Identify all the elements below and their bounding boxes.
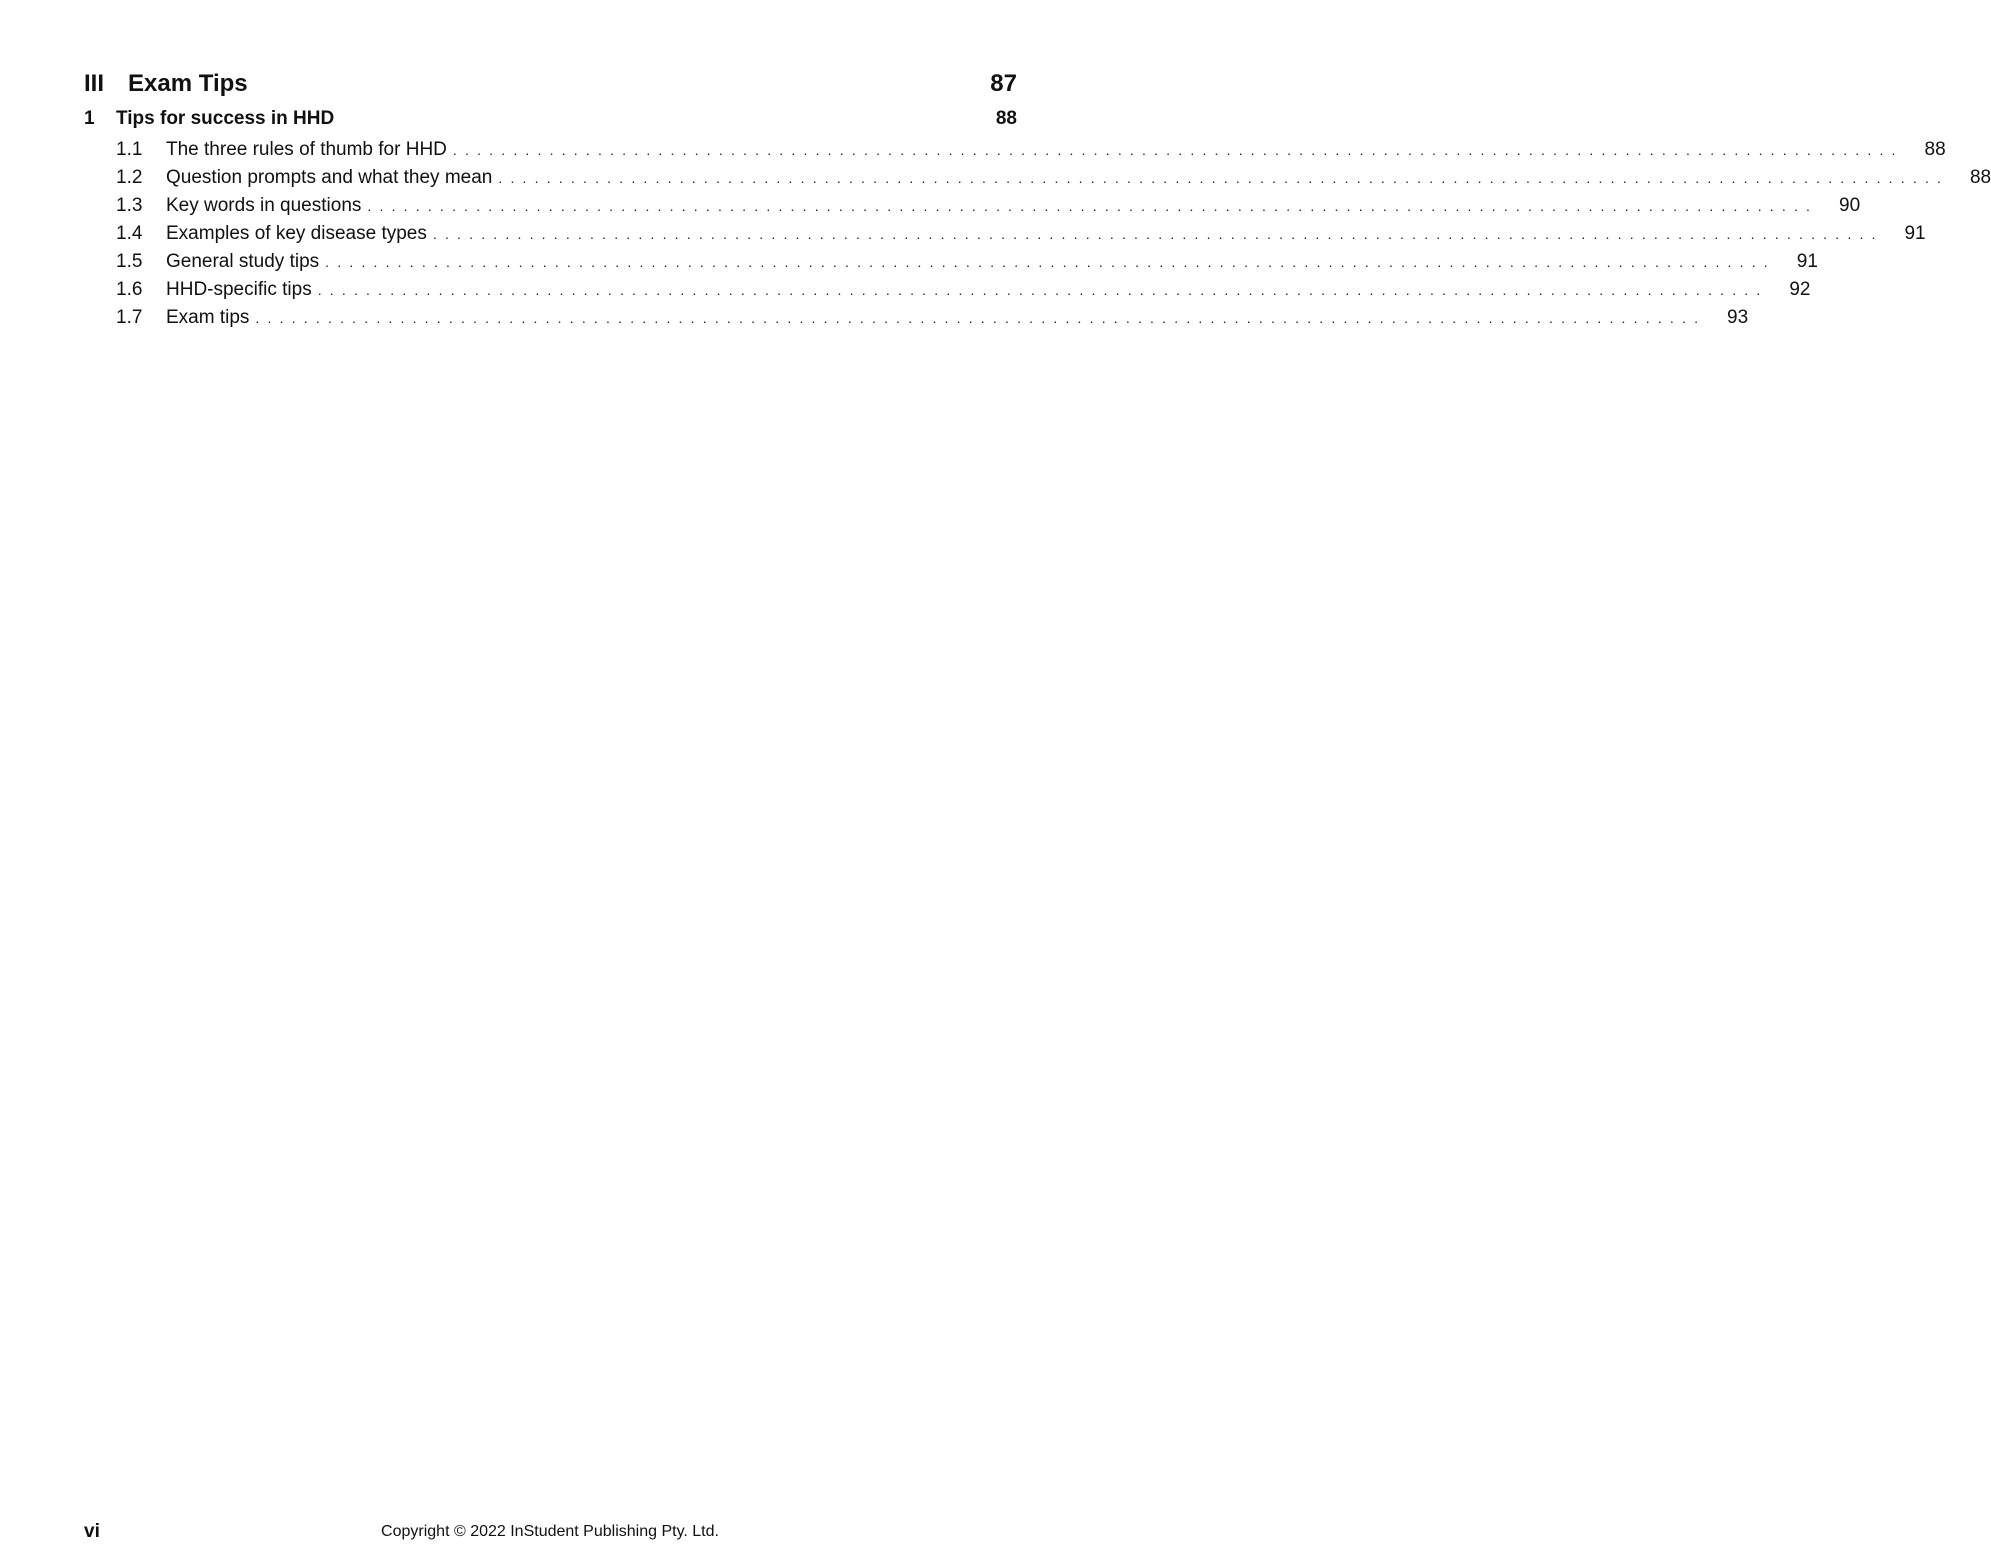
toc-entry[interactable]	[116, 304, 1749, 332]
section-page-number: 93	[1727, 307, 1749, 328]
chapter-title: Tips for success in HHD	[116, 108, 335, 129]
section-title: Exam tips	[166, 307, 250, 328]
section-number: 1.2	[116, 167, 143, 188]
dot-leader: ........................................................................................................................	[325, 254, 1776, 270]
section-number: 1.7	[116, 307, 143, 328]
section-page-number: 90	[1839, 195, 1861, 216]
part-title: Exam Tips	[128, 70, 248, 97]
dot-leader: ........................................................................................................................	[317, 282, 1769, 298]
dot-leader: ........................................................................................................................	[452, 142, 1904, 158]
chapter-heading[interactable]	[84, 108, 1017, 130]
part-heading[interactable]	[84, 70, 1017, 98]
dot-leader: ........................................................................................................................	[432, 226, 1884, 242]
section-number: 1.3	[116, 195, 143, 216]
toc-section-list	[116, 136, 1991, 332]
section-title: Key words in questions	[166, 195, 362, 216]
copyright-notice: Copyright © 2022 InStudent Publishing Pty. Ltd.	[381, 1523, 719, 1540]
part-page-number: 87	[990, 70, 1017, 97]
dot-leader: ........................................................................................................................	[367, 198, 1819, 214]
page-folio: vi	[84, 1521, 100, 1542]
section-number: 1.6	[116, 279, 143, 300]
toc-entry[interactable]	[116, 248, 1818, 276]
section-page-number: 91	[1904, 223, 1926, 244]
toc-entry[interactable]	[116, 220, 1926, 248]
toc-entry[interactable]	[116, 164, 1991, 192]
section-title: General study tips	[166, 251, 320, 272]
section-title: The three rules of thumb for HHD	[166, 139, 447, 160]
part-number: III	[84, 70, 105, 97]
section-title: HHD-specific tips	[166, 279, 312, 300]
toc-entry[interactable]	[116, 276, 1811, 304]
section-number: 1.5	[116, 251, 143, 272]
section-page-number: 92	[1789, 279, 1811, 300]
section-title: Question prompts and what they mean	[166, 167, 493, 188]
section-page-number: 88	[1924, 139, 1946, 160]
section-title: Examples of key disease types	[166, 223, 427, 244]
toc-entry[interactable]	[116, 136, 1946, 164]
section-number: 1.4	[116, 223, 143, 244]
dot-leader: ........................................................................................................................	[498, 170, 1950, 186]
section-page-number: 88	[1969, 167, 1991, 188]
section-page-number: 91	[1796, 251, 1818, 272]
chapter-page-number: 88	[995, 108, 1017, 129]
chapter-number: 1	[84, 108, 95, 129]
section-number: 1.1	[116, 139, 143, 160]
dot-leader: ........................................................................................................................	[255, 310, 1707, 326]
toc-entry[interactable]	[116, 192, 1861, 220]
